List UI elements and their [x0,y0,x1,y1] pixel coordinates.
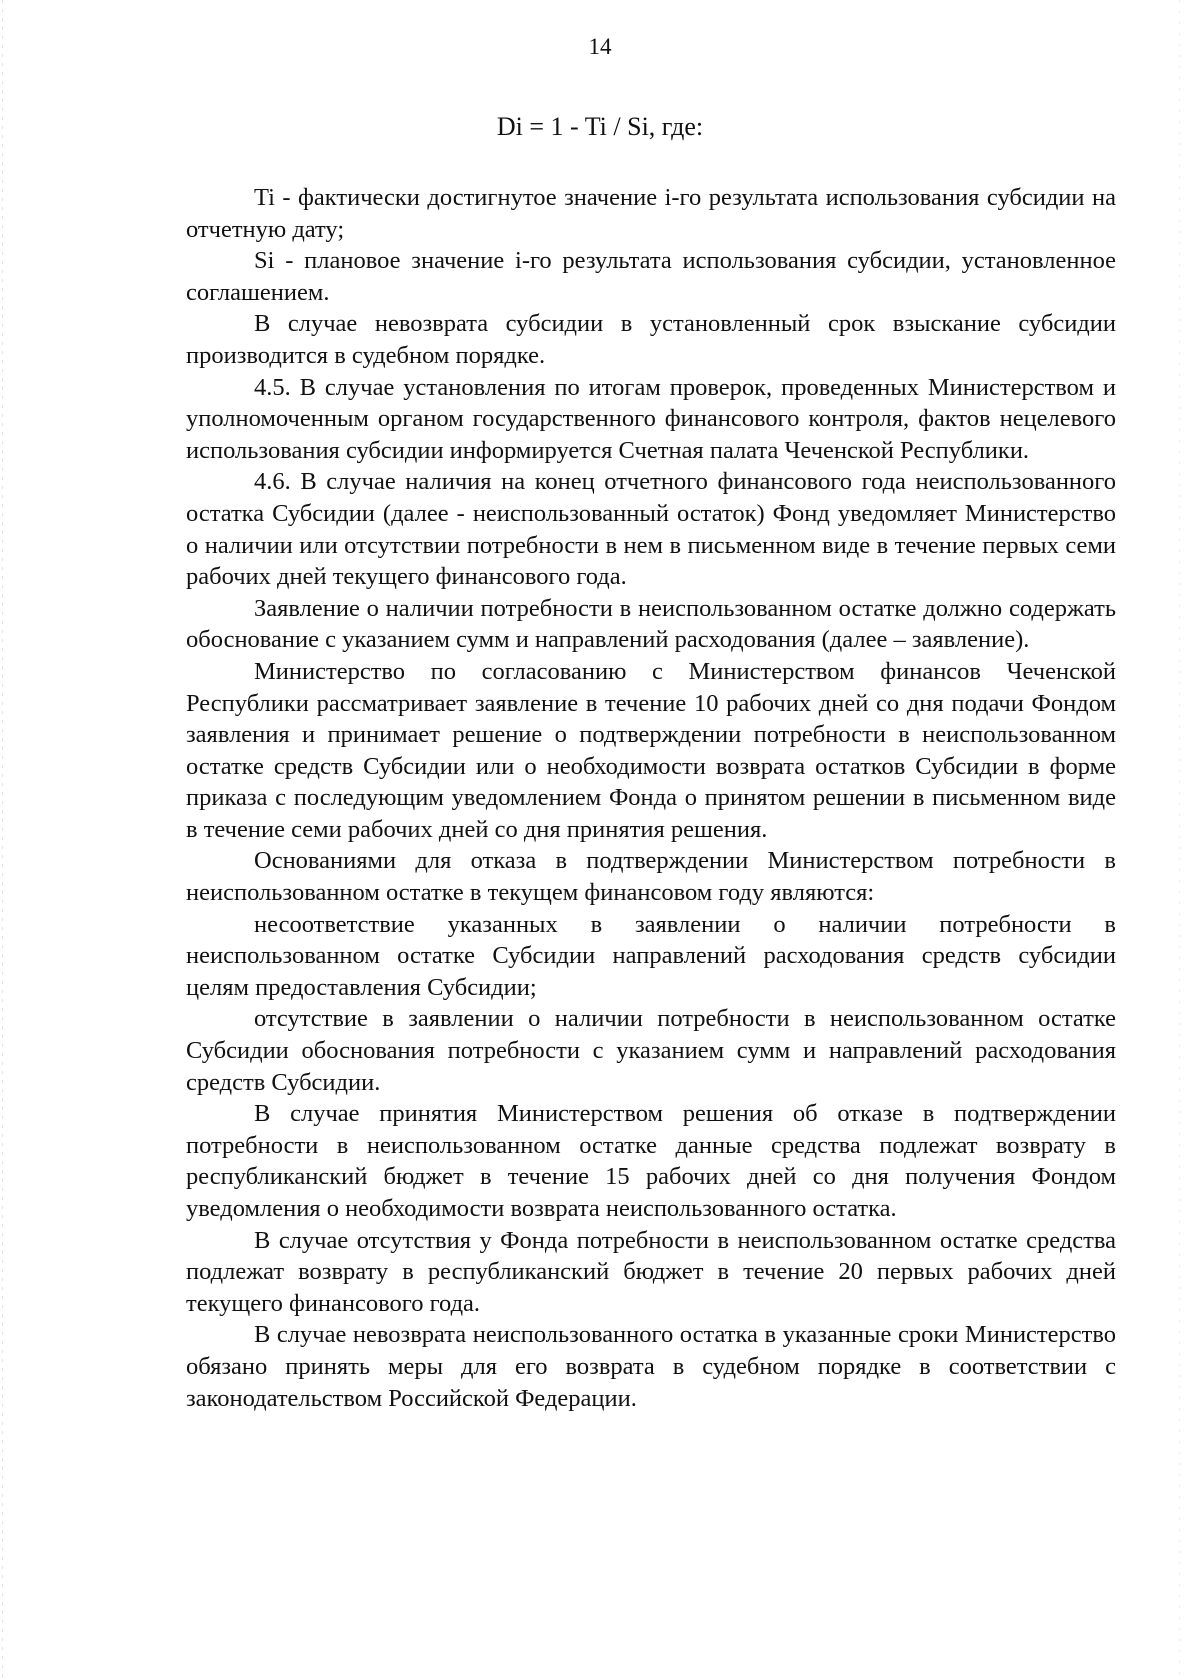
page-number: 14 [588,34,612,59]
paragraph-ground-mismatch: несоответствие указанных в заявлении о наличии потребности в неиспользованном остатке Субсидии направлений расходования средств субсидии целям предоставления Субсидии; [186,910,1116,1001]
paragraph-no-need-return: В случае отсутствия у Фонда потребности в неиспользованном остатке средства подлежат возврату в республиканский бюджет в течение 20 первых рабочих дней текущего финансового года. [186,1226,1116,1317]
paragraph-recovery-court: В случае невозврата субсидии в установленный срок взыскание субсидии производится в судебном порядке. [186,310,1116,369]
scan-edge-right [1179,0,1180,1679]
paragraph-ground-no-justification: отсутствие в заявлении о наличии потребности в неиспользованном остатке Субсидии обоснования потребности с указанием сумм и направлений расходования средств Субсидии. [186,1005,1116,1096]
paragraph-clause-4-6: 4.6. В случае наличия на конец отчетного финансового года неиспользованного остатка Субсидии (далее - неиспользованный остаток) Фонд уведомляет Министерство о наличии или отсутствии потребности в нем в письменном виде в течение первых семи рабочих дней текущего финансового года. [186,468,1116,591]
paragraph-non-return-court: В случае невозврата неиспользованного остатка в указанные сроки Министерство обязано принять меры для его возврата в судебном порядке в соответствии с законодательством Российской Федерации. [186,1321,1116,1412]
paragraph-clause-4-5: 4.5. В случае установления по итогам проверок, проведенных Министерством и уполномоченным органом государственного финансового контроля, фактов нецелевого использования субсидии информируется Счетная палата Чеченской Республики. [186,373,1116,464]
formula: Di = 1 - Ti / Si, где: [496,112,704,141]
paragraph-refusal-return: В случае принятия Министерством решения об отказе в подтверждении потребности в неиспользованном остатке данные средства подлежат возврату в республиканский бюджет в течение 15 рабочих дней со дня получения Фондом уведомления о необходимости возврата неиспользованного остатка. [186,1100,1116,1222]
paragraph-ti-definition: Ti - фактически достигнутое значение i-го результата использования субсидии на отчетную дату; [186,184,1116,243]
scan-edge-left [2,0,3,1679]
paragraph-refusal-grounds: Основаниями для отказа в подтверждении Министерством потребности в неиспользованном остатке в текущем финансовом году являются: [186,847,1116,907]
paragraph-ministry-review: Министерство по согласованию с Министерством финансов Чеченской Республики рассматривает заявление в течение 10 рабочих дней со дня подачи Фондом заявления и принимает решение о подтверждении потребности в неиспользованном остатке средств Субсидии или о необходимости возврата остатков Субсидии в форме приказа с последующим уведомлением Фонда о принятом решении в письменном виде в течение семи рабочих дней со дня принятия решения. [186,657,1116,843]
paragraph-si-definition: Si - плановое значение i-го результата использования субсидии, установленное соглашением. [186,247,1116,306]
paragraph-application-content: Заявление о наличии потребности в неиспользованном остатке должно содержать обоснование с указанием сумм и направлений расходования (далее – заявление). [186,594,1116,654]
body-text [186,182,1116,1414]
